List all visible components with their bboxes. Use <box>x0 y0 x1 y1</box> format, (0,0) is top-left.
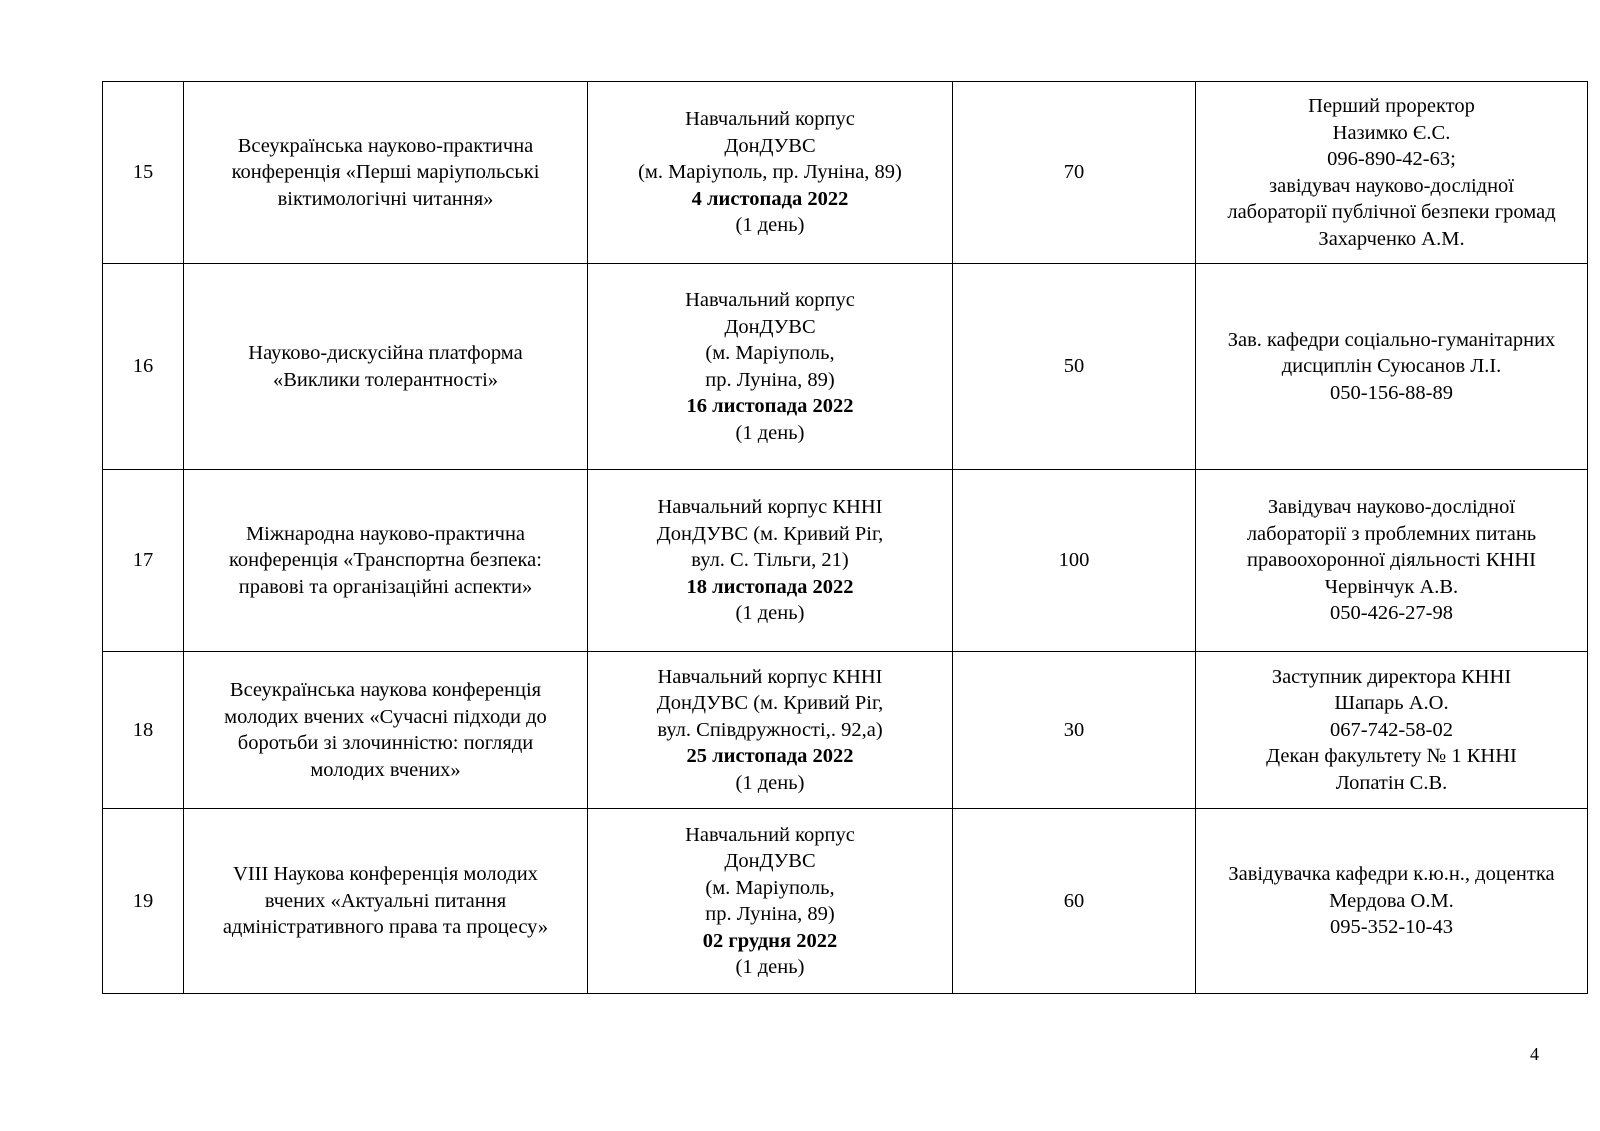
row-number: 16 <box>132 355 154 378</box>
event-duration: (1 день) <box>735 421 805 444</box>
event-name-line: вчених «Актуальні питання <box>264 889 507 912</box>
event-place-line: Навчальний корпус <box>685 823 855 846</box>
event-place-line: пр. Луніна, 89) <box>705 368 835 391</box>
event-place-line: Навчальний корпус КННІ <box>657 496 883 519</box>
participant-count-cell <box>953 82 1196 264</box>
event-name-line: віктимологічні читання» <box>277 187 494 210</box>
table-row <box>103 809 1588 994</box>
row-number-cell <box>103 652 184 809</box>
contact-line: Назимко Є.С. <box>1332 121 1451 144</box>
events-table <box>102 81 1588 994</box>
event-name-line: адміністративного права та процесу» <box>222 916 549 939</box>
contact-line: 050-156-88-89 <box>1330 381 1453 404</box>
participant-count: 60 <box>1063 889 1085 912</box>
row-number-cell <box>103 809 184 994</box>
event-name-line: конференція «Перші маріупольські <box>231 161 540 184</box>
event-place-cell <box>588 470 953 652</box>
event-place-line: ДонДУВС <box>724 850 816 872</box>
event-duration: (1 день) <box>735 956 805 978</box>
event-name-line: Науково-дискусійна платформа <box>248 342 523 364</box>
contact-line: Мердова О.М. <box>1329 889 1454 912</box>
event-date: 02 грудня 2022 <box>702 929 838 952</box>
contact-cell <box>1196 652 1588 809</box>
contact-line: дисциплін Суюсанов Л.І. <box>1281 355 1502 378</box>
event-name-line: молодих вчених» <box>310 758 461 781</box>
table-row <box>103 82 1588 264</box>
event-place-line: пр. Луніна, 89) <box>705 903 835 925</box>
event-name-line: Всеукраїнська науково-практична <box>237 134 534 157</box>
event-place-line: Навчальний корпус КННІ <box>657 665 883 688</box>
event-place-cell <box>588 809 953 994</box>
event-duration: (1 день) <box>735 214 805 237</box>
event-place-line: (м. Маріуполь, пр. Луніна, 89) <box>638 161 902 184</box>
row-number: 15 <box>132 161 154 184</box>
event-name-line: правові та організаційні аспекти» <box>238 575 533 598</box>
contact-line: Заступник директора КННІ <box>1271 665 1512 688</box>
event-place-line: ДонДУВС <box>724 134 816 157</box>
contact-line: Завідувач науково-дослідної <box>1267 496 1516 519</box>
contact-line: 096-890-42-63; <box>1327 148 1456 170</box>
event-place-line: (м. Маріуполь, <box>705 876 835 899</box>
participant-count: 70 <box>1063 161 1085 184</box>
contact-line: Завідувачка кафедри к.ю.н., доцентка <box>1228 863 1555 886</box>
event-name-line: Всеукраїнська наукова конференція <box>229 679 542 701</box>
contact-cell <box>1196 470 1588 652</box>
participant-count-cell <box>953 809 1196 994</box>
event-name-cell <box>184 82 588 264</box>
event-place-line: (м. Маріуполь, <box>705 342 835 364</box>
row-number: 17 <box>132 549 154 572</box>
event-name-line: «Виклики толерантності» <box>272 368 499 391</box>
event-name-cell <box>184 652 588 809</box>
event-place-line: ДонДУВС (м. Кривий Ріг, <box>656 692 884 715</box>
event-name-line: Міжнародна науково-практична <box>245 522 526 545</box>
event-place-cell <box>588 264 953 470</box>
contact-line: лабораторії з проблемних питань <box>1246 522 1537 545</box>
event-place-line: Навчальний корпус <box>685 108 855 131</box>
event-name-line: молодих вчених «Сучасні підходи до <box>224 705 547 728</box>
contact-line: 067-742-58-02 <box>1330 718 1453 741</box>
event-date: 25 листопада 2022 <box>686 745 854 768</box>
row-number-cell <box>103 470 184 652</box>
participant-count-cell <box>953 470 1196 652</box>
event-place-line: ДонДУВС (м. Кривий Ріг, <box>656 522 884 545</box>
contact-line: Лопатін С.В. <box>1335 771 1448 794</box>
event-name-cell <box>184 264 588 470</box>
contact-line: 050-426-27-98 <box>1330 602 1453 625</box>
participant-count-cell <box>953 652 1196 809</box>
event-duration: (1 день) <box>735 602 805 625</box>
participant-count-cell <box>953 264 1196 470</box>
contact-line: Перший проректор <box>1308 95 1475 117</box>
event-place-line: Навчальний корпус <box>685 289 855 311</box>
event-place-line: ДонДУВС <box>724 315 816 338</box>
contact-line: завідувач науково-дослідної <box>1269 174 1514 197</box>
event-date: 16 листопада 2022 <box>686 395 854 417</box>
contact-line: Червінчук А.В. <box>1324 575 1459 598</box>
contact-cell <box>1196 809 1588 994</box>
contact-line: Захарченко А.М. <box>1318 227 1465 250</box>
contact-line: 095-352-10-43 <box>1330 916 1453 939</box>
table-row <box>103 470 1588 652</box>
event-duration: (1 день) <box>735 771 805 794</box>
table-row <box>103 264 1588 470</box>
event-place-line: вул. Співдружності,. 92,а) <box>657 718 883 741</box>
event-date: 18 листопада 2022 <box>686 575 854 598</box>
event-name-line: VIII Наукова конференція молодих <box>233 863 538 886</box>
event-name-cell <box>184 809 588 994</box>
event-name-line: боротьби зі злочинністю: погляди <box>237 732 534 754</box>
contact-cell <box>1196 82 1588 264</box>
row-number-cell <box>103 82 184 264</box>
participant-count: 100 <box>1058 549 1090 572</box>
contact-line: правоохоронної діяльності КННІ <box>1247 549 1536 572</box>
contact-line: лабораторії публічної безпеки громад <box>1227 201 1556 223</box>
page-number: 4 <box>1530 1044 1539 1064</box>
participant-count: 30 <box>1063 718 1085 741</box>
row-number: 19 <box>132 889 154 912</box>
event-date: 4 листопада 2022 <box>691 187 849 210</box>
event-place-line: вул. С. Тільги, 21) <box>691 549 849 572</box>
participant-count: 50 <box>1063 355 1085 378</box>
row-number-cell <box>103 264 184 470</box>
row-number: 18 <box>132 718 154 741</box>
event-place-cell <box>588 652 953 809</box>
contact-cell <box>1196 264 1588 470</box>
contact-line: Шапарь А.О. <box>1334 692 1449 715</box>
contact-line: Зав. кафедри соціально-гуманітарних <box>1227 328 1556 351</box>
event-name-cell <box>184 470 588 652</box>
table-row <box>103 652 1588 809</box>
contact-line: Декан факультету № 1 КННІ <box>1266 745 1517 768</box>
event-name-line: конференція «Транспортна безпека: <box>229 549 542 572</box>
event-place-cell <box>588 82 953 264</box>
